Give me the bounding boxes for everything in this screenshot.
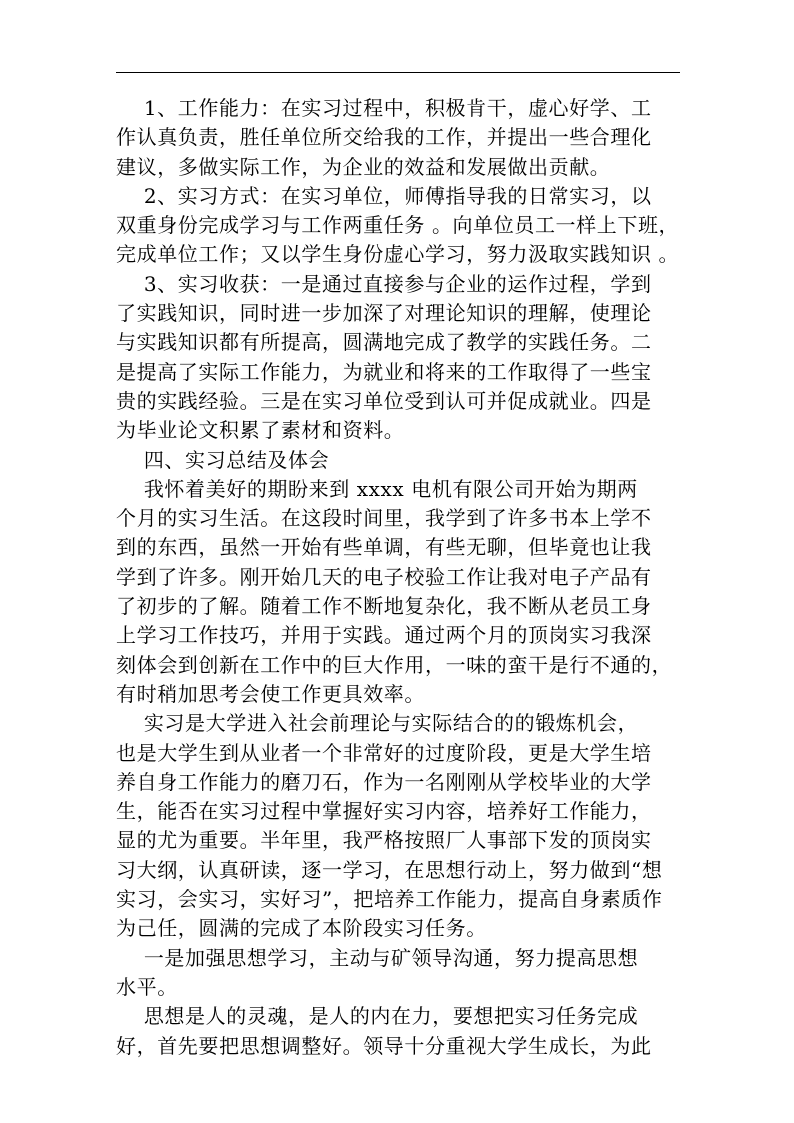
- paragraph: [116, 446, 680, 475]
- paragraph: [116, 1002, 680, 1061]
- text-line: 上学习工作技巧，并用于实践。通过两个月的顶岗实习我深: [116, 623, 652, 648]
- text-line: 好，首先要把思想调整好。领导十分重视大学生成长，为此: [116, 1033, 652, 1058]
- text-line: 2、实习方式：在实习单位，师傅指导我的日常实习，以: [116, 183, 652, 208]
- text-line: 1、工作能力：在实习过程中，积极肯干，虚心好学、工: [116, 96, 652, 120]
- text-line: 四、实习总结及体会: [116, 447, 330, 472]
- text-line: 显的尤为重要。半年里，我严格按照厂人事部下发的顶岗实: [116, 828, 652, 853]
- text-line: 双重身份完成学习与工作两重任务 。向单位员工一样上下班，: [116, 213, 680, 238]
- paragraph: [116, 475, 680, 709]
- paragraph: [116, 270, 680, 446]
- header-rule: [116, 72, 680, 73]
- text-line: 习大纲，认真研读，逐一学习，在思想行动上，努力做到“想: [116, 857, 663, 882]
- paragraph: [116, 182, 680, 270]
- text-line: 实习是大学进入社会前理论与实际结合的的锻炼机会，: [116, 711, 639, 736]
- document-body: [116, 94, 680, 1061]
- text-line: 为毕业论文积累了素材和资料。: [116, 418, 405, 443]
- text-line: 也是大学生到从业者一个非常好的过度阶段，更是大学生培: [116, 740, 652, 765]
- paragraph: [116, 94, 680, 182]
- paragraph: [116, 709, 680, 943]
- text-line: 有时稍加思考会使工作更具效率。: [116, 681, 425, 706]
- text-line: 到的东西，虽然一开始有些单调，有些无聊，但毕竟也让我: [116, 535, 652, 560]
- text-line: 实习，会实习，实好习”，把培养工作能力，提高自身素质作: [116, 887, 663, 912]
- text-line: 我怀着美好的期盼来到 xxxx 电机有限公司开始为期两: [116, 476, 638, 501]
- paragraph: [116, 944, 680, 1003]
- text-line: 了实践知识，同时进一步加深了对理论知识的理解，使理论: [116, 301, 652, 326]
- text-line: 水平。: [116, 974, 178, 999]
- text-line: 贵的实践经验。三是在实习单位受到认可并促成就业。四是: [116, 388, 652, 413]
- text-line: 个月的实习生活。在这段时间里，我学到了许多书本上学不: [116, 506, 652, 531]
- text-line: 了初步的了解。随着工作不断地复杂化，我不断从老员工身: [116, 594, 652, 619]
- text-line: 为己任，圆满的完成了本阶段实习任务。: [116, 916, 487, 941]
- text-line: 完成单位工作；又以学生身份虚心学习，努力汲取实践知识 。: [116, 242, 680, 267]
- text-line: 与实践知识都有所提高，圆满地完成了教学的实践任务。二: [116, 330, 652, 355]
- text-line: 生，能否在实习过程中掌握好实习内容，培养好工作能力，: [116, 799, 652, 824]
- text-line: 一是加强思想学习，主动与矿领导沟通，努力提高思想: [116, 945, 639, 970]
- text-line: 是提高了实际工作能力，为就业和将来的工作取得了一些宝: [116, 359, 652, 384]
- text-line: 建议，多做实际工作，为企业的效益和发展做出贡献。: [116, 154, 611, 179]
- text-line: 养自身工作能力的磨刀石，作为一名刚刚从学校毕业的大学: [116, 769, 652, 794]
- text-line: 作认真负责，胜任单位所交给我的工作，并提出一些合理化: [116, 125, 652, 150]
- text-line: 学到了许多。刚开始几天的电子校验工作让我对电子产品有: [116, 564, 652, 589]
- text-line: 思想是人的灵魂，是人的内在力，要想把实习任务完成: [116, 1004, 639, 1029]
- text-line: 3、实习收获：一是通过直接参与企业的运作过程，学到: [116, 271, 652, 296]
- text-line: 刻体会到创新在工作中的巨大作用，一味的蛮干是行不通的，: [116, 652, 673, 677]
